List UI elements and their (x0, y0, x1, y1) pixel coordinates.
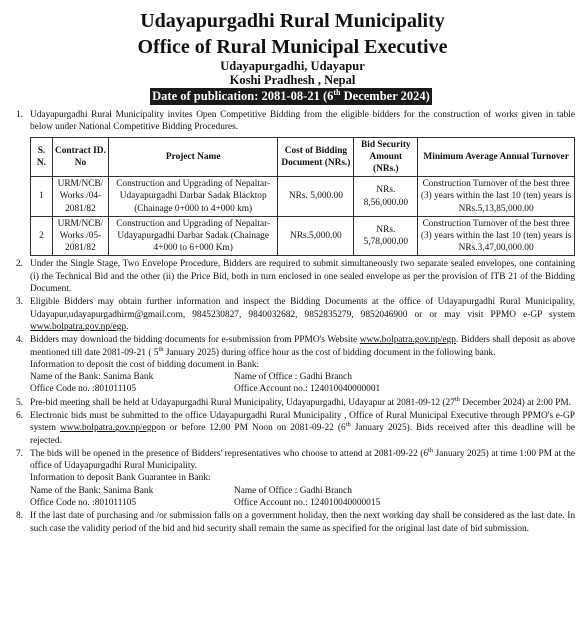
column-header: Bid Security Amount (NRs.) (354, 137, 418, 177)
column-header: Minimum Average Annual Turnover (418, 137, 575, 177)
clause-text: Eligible Bidders may obtain further information and inspect the Bidding Documents at the office of Udayapurgadhi Rural Municipality, Udayapur,udayapurgadhirm@gmail.com, 9845230827, 9840032682, 9852835279, 9852046900 or or may visit PPMO e-GP system www.bolpatra.gov.np/egp. (30, 297, 575, 332)
office-title: Office of Rural Municipal Executive (137, 36, 448, 58)
table-row (31, 177, 575, 217)
table-cell: Construction and Upgrading of Nepaltar-Udayapurgadhi Darbar Sadak (Chainage 4+000 to 6+000 Km) (108, 216, 278, 256)
clause-7 (16, 448, 575, 509)
clause-5 (16, 397, 575, 409)
office-code: Office Code no. :801011105 (30, 384, 137, 395)
clause-number: 1. (16, 110, 24, 120)
office-name: Name of Office : Gadhi Branch (234, 485, 352, 496)
account-row (30, 497, 575, 509)
clause-text: Pre-bid meeting shall be held at Udayapurgadhi Rural Municipality, Udayapurgadhi, Udayapur at 2081-09-12 (27th December 2024) at 2:00 PM. (30, 395, 571, 408)
column-header: S. N. (31, 137, 53, 177)
province-line: Koshi Pradhesh , Nepal (229, 73, 356, 87)
table-cell: Construction and Upgrading of Nepaltar-Udayapurgadhi Darbar Sadak Blacktop (Chainage 0+000 to 4+000 km) (108, 177, 278, 217)
clause-1 (16, 109, 575, 256)
clause-3 (16, 296, 575, 333)
table-cell: Construction Turnover of the best three (3) years within the last 10 (ten) years is NRs.5,13,85,000.00 (418, 177, 575, 217)
bank-info-heading: Information to deposit the cost of bidding document in Bank: (30, 359, 260, 370)
clause-text: The bids will be opened in the presence of Bidders' representatives who choose to attend at 2081-09-22 (6th January 2025) at time 1:00 PM at the office of Udayapurgadhi Rural Municipality. (30, 446, 576, 472)
bank-row (30, 371, 575, 383)
clause-6 (16, 410, 575, 447)
column-header: Cost of Bidding Document (NRs.) (278, 137, 354, 177)
bank-name: Name of the Bank: Sanima Bank (30, 372, 154, 383)
table-cell: URM/NCB/ Works /05-2081/82 (52, 216, 108, 256)
bid-table (30, 137, 575, 257)
notice-body (16, 109, 575, 535)
table-cell: Construction Turnover of the best three (3) years within the last 10 (ten) years is NRs.3,47,00,000.00 (418, 216, 575, 256)
column-header: Project Name (108, 137, 278, 177)
office-code: Office Code no. :801011105 (30, 498, 137, 509)
table-cell: NRs. 8,56,000.00 (354, 177, 418, 217)
address-line: Udayapurgadhi, Udayapur (220, 59, 365, 73)
publication-date-bar: Date of publication: 2081-08-21 (6th December 2024) (150, 88, 432, 105)
egp-link[interactable]: www.bolpatra.gov.np/egp (30, 321, 127, 332)
bank-info-heading: Information to deposit Bank Guarantee in Bank: (30, 473, 211, 484)
account-row (30, 383, 575, 395)
table-cell: NRs.5,000.00 (278, 216, 354, 256)
clause-text: If the last date of purchasing and /or submission falls on a government holiday, then the next working day shall be considered as the last date. In such case the validity period of the bid and bid security shall remain the same as specified for the original last date of bid submission. (30, 511, 575, 534)
table-cell: NRs. 5,78,000.00 (354, 216, 418, 256)
table-row (31, 216, 575, 256)
table-cell: URM/NCB/ Works /04-2081/82 (52, 177, 108, 217)
table-cell: 2 (31, 216, 53, 256)
clause-number: 3. (16, 297, 24, 308)
clause-number: 7. (16, 448, 24, 459)
clause-number: 4. (16, 335, 24, 346)
clause-number: 6. (16, 410, 24, 421)
clause-number: 2. (16, 259, 24, 270)
clause-4 (16, 334, 575, 395)
account-number: Office Account no.: 124010040000015 (234, 498, 381, 509)
clause-text: Under the Single Stage, Two Envelope Procedure, Bidders are required to submit simultaneously two separate sealed envelopes, one containing (i) the Technical Bid and the other (ii) the Price Bid, both in turn enclosed in one sealed envelope as per the provision of ITB 21 of the Bidding Document. (30, 259, 575, 295)
clause-number: 5. (16, 397, 24, 408)
clause-8 (16, 510, 575, 535)
municipality-title: Udayapurgadhi Rural Municipality (140, 10, 445, 32)
table-cell: NRs. 5,000.00 (278, 177, 354, 217)
bank-name: Name of the Bank: Sanima Bank (30, 485, 154, 496)
office-name: Name of Office : Gadhi Branch (234, 372, 352, 383)
clause-text: Bidders may download the bidding documents for e-submission from PPMO's Website www.bolpatra.gov.np/egp. Bidders shall deposit as above mentioned till date 2081-09-21 ( 5th January 2025) during office hour as the cost of bidding document in the following bank. (30, 335, 575, 358)
table-header-row (31, 137, 575, 177)
account-number: Office Account no.: 124010040000001 (234, 384, 381, 395)
column-header: Contract ID. No (52, 137, 108, 177)
table-cell: 1 (31, 177, 53, 217)
clause-text: Electronic bids must be submitted to the office Udayapurgadhi Rural Municipality , Office of Rural Municipal Executive through PPMO's e-GP system www.bolpatra.gov.np/egpon or before 12.00 PM Noon on 2081-09-22 (6th January 2025). Bids received after this deadline will be rejected. (30, 410, 575, 446)
bank-row (30, 485, 575, 497)
egp-link[interactable]: www.bolpatra.gov.np/egp (60, 423, 157, 434)
clause-number: 8. (16, 511, 24, 522)
clause-2 (16, 258, 575, 295)
clause-text: Udayapurgadhi Rural Municipality invites Open Competitive Bidding from the eligible bidders for the construction of works given in table below under National Competitive Bidding Procedures. (30, 110, 575, 133)
egp-link[interactable]: www.bolpatra.gov.np/egp (359, 335, 456, 346)
